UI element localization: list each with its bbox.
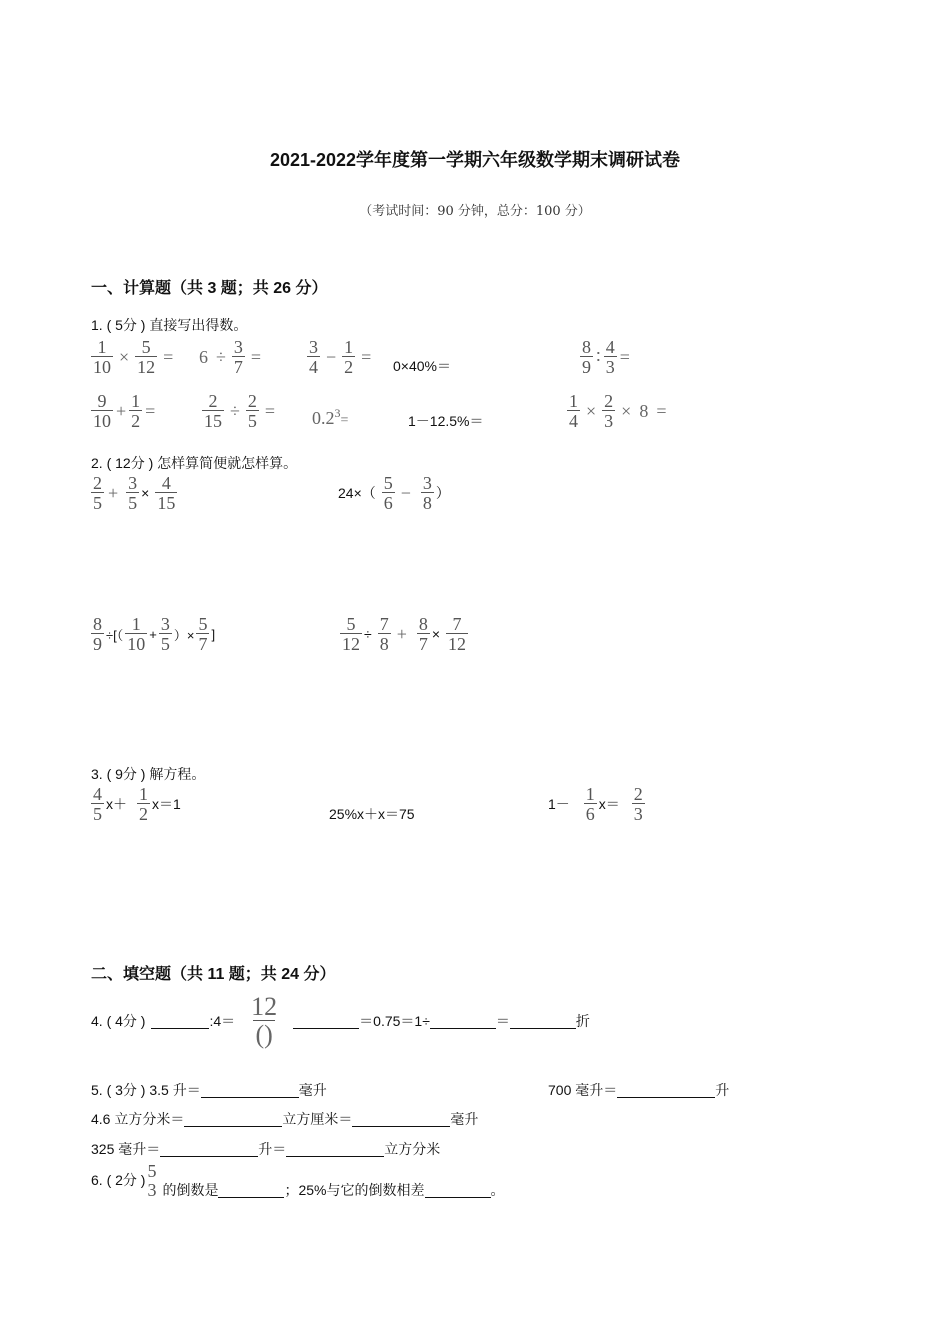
- page-title: 2021-2022学年度第一学期六年级数学期末调研试卷: [269, 150, 681, 170]
- q6: 6. ( 2分 ) 5 3 的倒数是 ；25%与它的倒数相差 。: [91, 1160, 505, 1200]
- q5-blank-3[interactable]: [184, 1112, 282, 1127]
- q1-item-j: $\frac{1}{4}$ × $\frac{2}{3}$ × 8 =: [569, 391, 667, 431]
- q4-blank-2[interactable]: [293, 1014, 359, 1029]
- q6-blank-1[interactable]: [218, 1183, 284, 1198]
- q5-line-2: 4.6 立方分米＝ 立方厘米＝ 毫升: [91, 1111, 479, 1127]
- q5-line-3: 325 毫升＝ 升＝ 立方分米: [91, 1141, 441, 1157]
- q5-blank-4[interactable]: [352, 1112, 450, 1127]
- q3-item-b: 25%x＋x＝75: [329, 806, 415, 822]
- q5-blank-2[interactable]: [617, 1083, 715, 1098]
- q5-line-1b: 700 毫升＝ 升: [548, 1082, 730, 1098]
- q1-item-f: 9 10 + $\frac{1}{2}$ =: [93, 391, 156, 431]
- q4-blank-4[interactable]: [510, 1014, 576, 1029]
- q2-item-a: 2 5 + $\frac{3}{5}$ × $\frac{4}{15}$: [93, 473, 176, 513]
- q5-line-1: 5. ( 3分 ) 3.5 升＝ 毫升: [91, 1082, 327, 1098]
- q4-blank-1[interactable]: [151, 1014, 209, 1029]
- q3-item-a: 4 5 x＋ 1 2 x＝1: [93, 784, 181, 824]
- q2-item-b: 24×（ 5 6 − $\frac{3}{8}$ ）: [338, 473, 450, 513]
- q1-item-e: 8 9 ∶ $\frac{4}{3}$ =: [582, 337, 630, 377]
- q2-item-c: $\frac{8}{9}$ ÷[（ 1 10 + $\frac{3}{5}$ ）× $\frac{5}{7}$ ]: [93, 614, 216, 654]
- q1-item-i: 1－12.5%＝: [408, 413, 484, 429]
- q5-blank-1[interactable]: [201, 1083, 299, 1098]
- q1-item-h: $0.2^3=$: [312, 406, 349, 428]
- q1-label: 1. ( 5分 ) 直接写出得数。: [91, 317, 248, 333]
- q5-blank-6[interactable]: [286, 1142, 384, 1157]
- q3-label: 3. ( 9分 ) 解方程。: [91, 766, 206, 782]
- q5-blank-5[interactable]: [160, 1142, 258, 1157]
- q3-item-c: 1－ 1 6 x＝ 2 3: [548, 784, 643, 824]
- q1-item-c: 3 4 − $\frac{1}{2}$ =: [309, 337, 372, 377]
- q4-blank-3[interactable]: [430, 1014, 496, 1029]
- q1-item-a: $\frac{1}{10}$ × $\frac{5}{12}$ =: [93, 337, 174, 377]
- q6-blank-2[interactable]: [425, 1183, 491, 1198]
- q1-item-d: 0×40%＝: [393, 358, 451, 374]
- section-2-heading: 二、填空题（共 11 题；共 24 分）: [91, 966, 336, 983]
- q2-item-d: $\frac{5}{12}$ ÷ $\frac{7}{8}$ + $\frac{8}{7}$ × $\frac{7}{12}$: [342, 614, 467, 654]
- q1-item-g: $\frac{2}{15}$ ÷ $\frac{2}{5}$ =: [204, 391, 276, 431]
- q4: 4. ( 4分 ) :4＝ 12 () ＝0.75＝1÷ ＝ 折: [91, 992, 590, 1049]
- section-1-heading: 一、计算题（共 3 题；共 26 分）: [91, 280, 328, 297]
- q2-label: 2. ( 12分 ) 怎样算简便就怎样算。: [91, 455, 298, 471]
- q1-item-b: 6 ÷ $\frac{3}{7}$ =: [199, 337, 262, 377]
- exam-info: （考试时间：90 分钟，总分：100 分）: [359, 204, 591, 219]
